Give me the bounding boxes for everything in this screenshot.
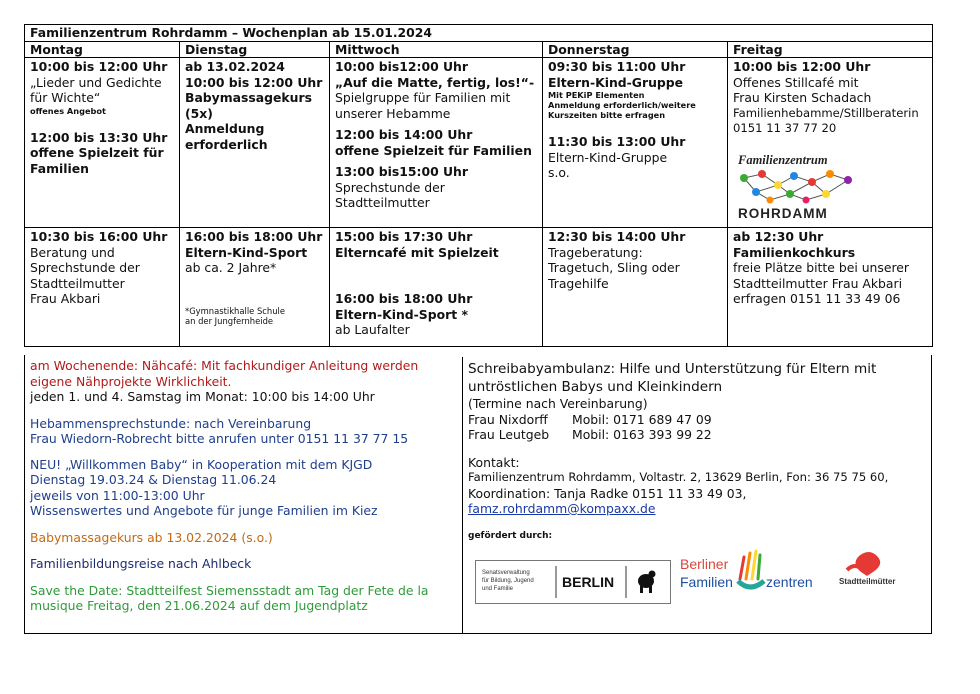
hand-icon [738,551,764,587]
text: Tragetuch, Sling oder [548,260,680,275]
text: Offenes Stillcafé mit [733,74,859,90]
cell-mittwoch-afternoon [330,228,543,347]
time: 10:00 bis12:00 Uhr [335,59,468,74]
text: Babymassagekurs [185,90,312,105]
cell-dienstag-afternoon [180,228,330,347]
time: ab 12:30 Uhr [733,229,824,244]
text: Sprechstunde der [30,260,140,275]
text: s.o. [548,165,570,180]
text: Familienkochkurs [733,244,856,260]
day-header-freitag: Freitag [728,41,933,58]
time: 10:00 bis 12:00 Uhr [30,59,168,74]
hebamme-line1: Hebammensprechstunde: nach Vereinbarung [30,415,312,431]
text: Eltern-Kind-Gruppe [548,149,668,165]
day-header-montag: Montag [25,41,180,58]
text: offene Spielzeit für [30,145,164,160]
time: 13:00 bis15:00 Uhr [335,164,468,179]
text: unserer Hebamme [335,105,451,121]
text: erforderlich [185,136,268,152]
weekend-line1: am Wochenende: Nähcafé: Mit fachkundiger Anleitung werden [30,358,419,373]
text: Sprechstunde der [335,179,445,195]
cell-montag-morning [25,58,180,228]
text: Eltern-Kind-Sport * [335,306,468,322]
text: für Wichte“ [30,90,101,105]
time: 12:00 bis 14:00 Uhr [335,127,473,142]
text: Stadtteilmutter [30,275,125,291]
time: 11:30 bis 13:00 Uhr [548,134,686,149]
neu-line4: Wissenswertes und Angebote für junge Familien im Kiez [30,503,378,518]
text: ab Laufalter [335,322,410,337]
senat-text2: für Bildung, Jugend [482,578,534,584]
senat-logo-graphic [476,561,670,603]
massage-line: Babymassagekurs ab 13.02.2024 (s.o.) [30,529,273,545]
time: 16:00 bis 18:00 Uhr [185,229,323,244]
stadtteilmuetter-logo [829,548,913,588]
schreibaby-heading1: Schreibabyambulanz: Hilfe und Unterstützung für Eltern mit [468,361,877,377]
text: Frau Kirsten Schadach [733,90,872,105]
address: Familienzentrum Rohrdamm, Voltastr. 2, 13629 Berlin, Fon: 36 75 75 60, [468,470,889,484]
note: Anmeldung erforderlich/weitere [548,100,696,110]
gefoerdert-label: gefördert durch: [468,530,553,541]
text: erfragen 0151 11 33 49 06 [733,291,901,306]
contact-row-2 [468,427,923,443]
day-header-mittwoch: Mittwoch [330,41,543,58]
time: 10:00 bis 12:00 Uhr [733,59,871,74]
time: 16:00 bis 18:00 Uhr [335,291,473,306]
date: ab 13.02.2024 [185,59,285,74]
text: Beratung und [30,244,115,260]
cell-donnerstag-morning [543,58,728,228]
time: 10:00 bis 12:00 Uhr [185,74,323,90]
text: Familienhebamme/Stillberaterin [733,105,919,120]
logo-text-top: Familienzentrum [738,153,828,167]
cell-montag-afternoon [25,228,180,347]
neu-line3: jeweils von 11:00-13:00 Uhr [30,487,205,503]
day-header-donnerstag: Donnerstag [543,41,728,58]
note: Kurszeiten bitte erfragen [548,110,666,120]
save-line1: Save the Date: Stadtteilfest Siemensstadt am Tag der Fete de la [30,582,429,598]
cell-freitag-afternoon [728,228,933,347]
heart-figure-icon [847,552,880,576]
senat-text1: Senatsverwaltung [482,570,530,576]
text: offene Spielzeit für Familien [335,142,532,158]
familienzentrum-logo [734,152,866,222]
contact2-phone: Mobil: 0163 393 99 22 [572,427,712,442]
cell-mittwoch-morning [330,58,543,228]
text: Stadtteilmutter [335,195,430,210]
time: 09:30 bis 11:00 Uhr [548,59,686,74]
cell-donnerstag-afternoon [543,228,728,347]
text: Frau Akbari [30,291,101,306]
senat-text3: und Familie [482,586,514,592]
contact1-name: Frau Nixdorff [468,411,548,427]
hebamme-line2: Frau Wiedorn-Robrecht bitte anrufen unter 0151 11 37 77 15 [30,431,409,446]
berlin-bear-icon [638,571,656,594]
note: *Gymnastikhalle Schule [185,305,285,316]
fz-line2a: Familien [680,574,733,590]
reise-line: Familienbildungsreise nach Ahlbeck [30,556,252,571]
contact-row-1 [468,412,923,428]
text: freie Plätze bitte bei unserer [733,260,910,275]
senatsverwaltung-logo [475,560,671,604]
email-link[interactable]: famz.rohrdamm@kompaxx.de [468,501,656,516]
neu-line1: NEU! „Willkommen Baby“ in Kooperation mit dem KJGD [30,456,373,472]
stadtteilmuetter-text: Stadtteilmütter [839,577,896,586]
stadtteilmuetter-graphic [829,548,913,588]
text: „Lieder und Gedichte [30,74,162,90]
termine: (Termine nach Vereinbarung) [468,396,648,411]
day-header-dienstag: Dienstag [180,41,330,58]
contact2-name: Frau Leutgeb [468,427,550,442]
text: 0151 11 37 77 20 [733,121,837,135]
contact1-phone: Mobil: 0171 689 47 09 [572,411,712,427]
senat-berlin: BERLIN [562,574,615,590]
text: Eltern-Kind-Gruppe [548,74,684,90]
text: Trageberatung: [548,244,643,260]
text: Stadtteilmutter Frau Akbari [733,275,903,291]
cell-dienstag-morning [180,58,330,228]
fz-line2b: zentren [766,574,813,590]
save-line2: musique Freitag, den 21.06.2024 auf dem Jugendplatz [30,598,368,613]
schreibaby-heading2: untröstlichen Babys und Kleinkindern [468,379,723,395]
text: Tragehilfe [548,275,609,291]
text: Eltern-Kind-Sport [185,244,308,260]
berliner-familienzentren-logo [678,545,818,600]
weekend-line3: jeden 1. und 4. Samstag im Monat: 10:00 bis 14:00 Uhr [30,389,375,404]
neu-line2: Dienstag 19.03.24 & Dienstag 11.06.24 [30,472,277,487]
text: ab ca. 2 Jahre* [185,260,277,275]
text: Elterncafé mit Spielzeit [335,244,499,260]
text: (5x) [185,105,213,121]
logo-graphic [734,152,866,222]
note: an der Jungfernheide [185,316,274,326]
kontakt-label: Kontakt: [468,454,520,470]
time: 12:00 bis 13:30 Uhr [30,129,168,145]
note: offenes Angebot [30,105,106,116]
text: Familien [30,160,89,176]
koordination: Koordination: Tanja Radke 0151 11 33 49 03, [468,485,747,501]
announcements [30,358,460,614]
plan-title: Familienzentrum Rohrdamm – Wochenplan ab 15.01.2024 [25,25,933,42]
text: Spielgruppe für Familien mit [335,90,511,105]
time: 10:30 bis 16:00 Uhr [30,229,168,244]
logo-text-bottom: ROHRDAMM [738,206,828,221]
fz-line1: Berliner [680,556,729,572]
weekend-line2: eigene Nähprojekte Wirklichkeit. [30,373,232,389]
text: Anmeldung [185,121,265,136]
contact-info [468,360,923,544]
time: 15:00 bis 17:30 Uhr [335,229,473,244]
familienzentren-logo-graphic [678,545,818,600]
text: „Auf die Matte, fertig, los!“- [335,74,535,90]
bottom-divider [462,357,463,633]
time: 12:30 bis 14:00 Uhr [548,229,686,244]
note: Mit PEKiP Elementen [548,90,645,100]
